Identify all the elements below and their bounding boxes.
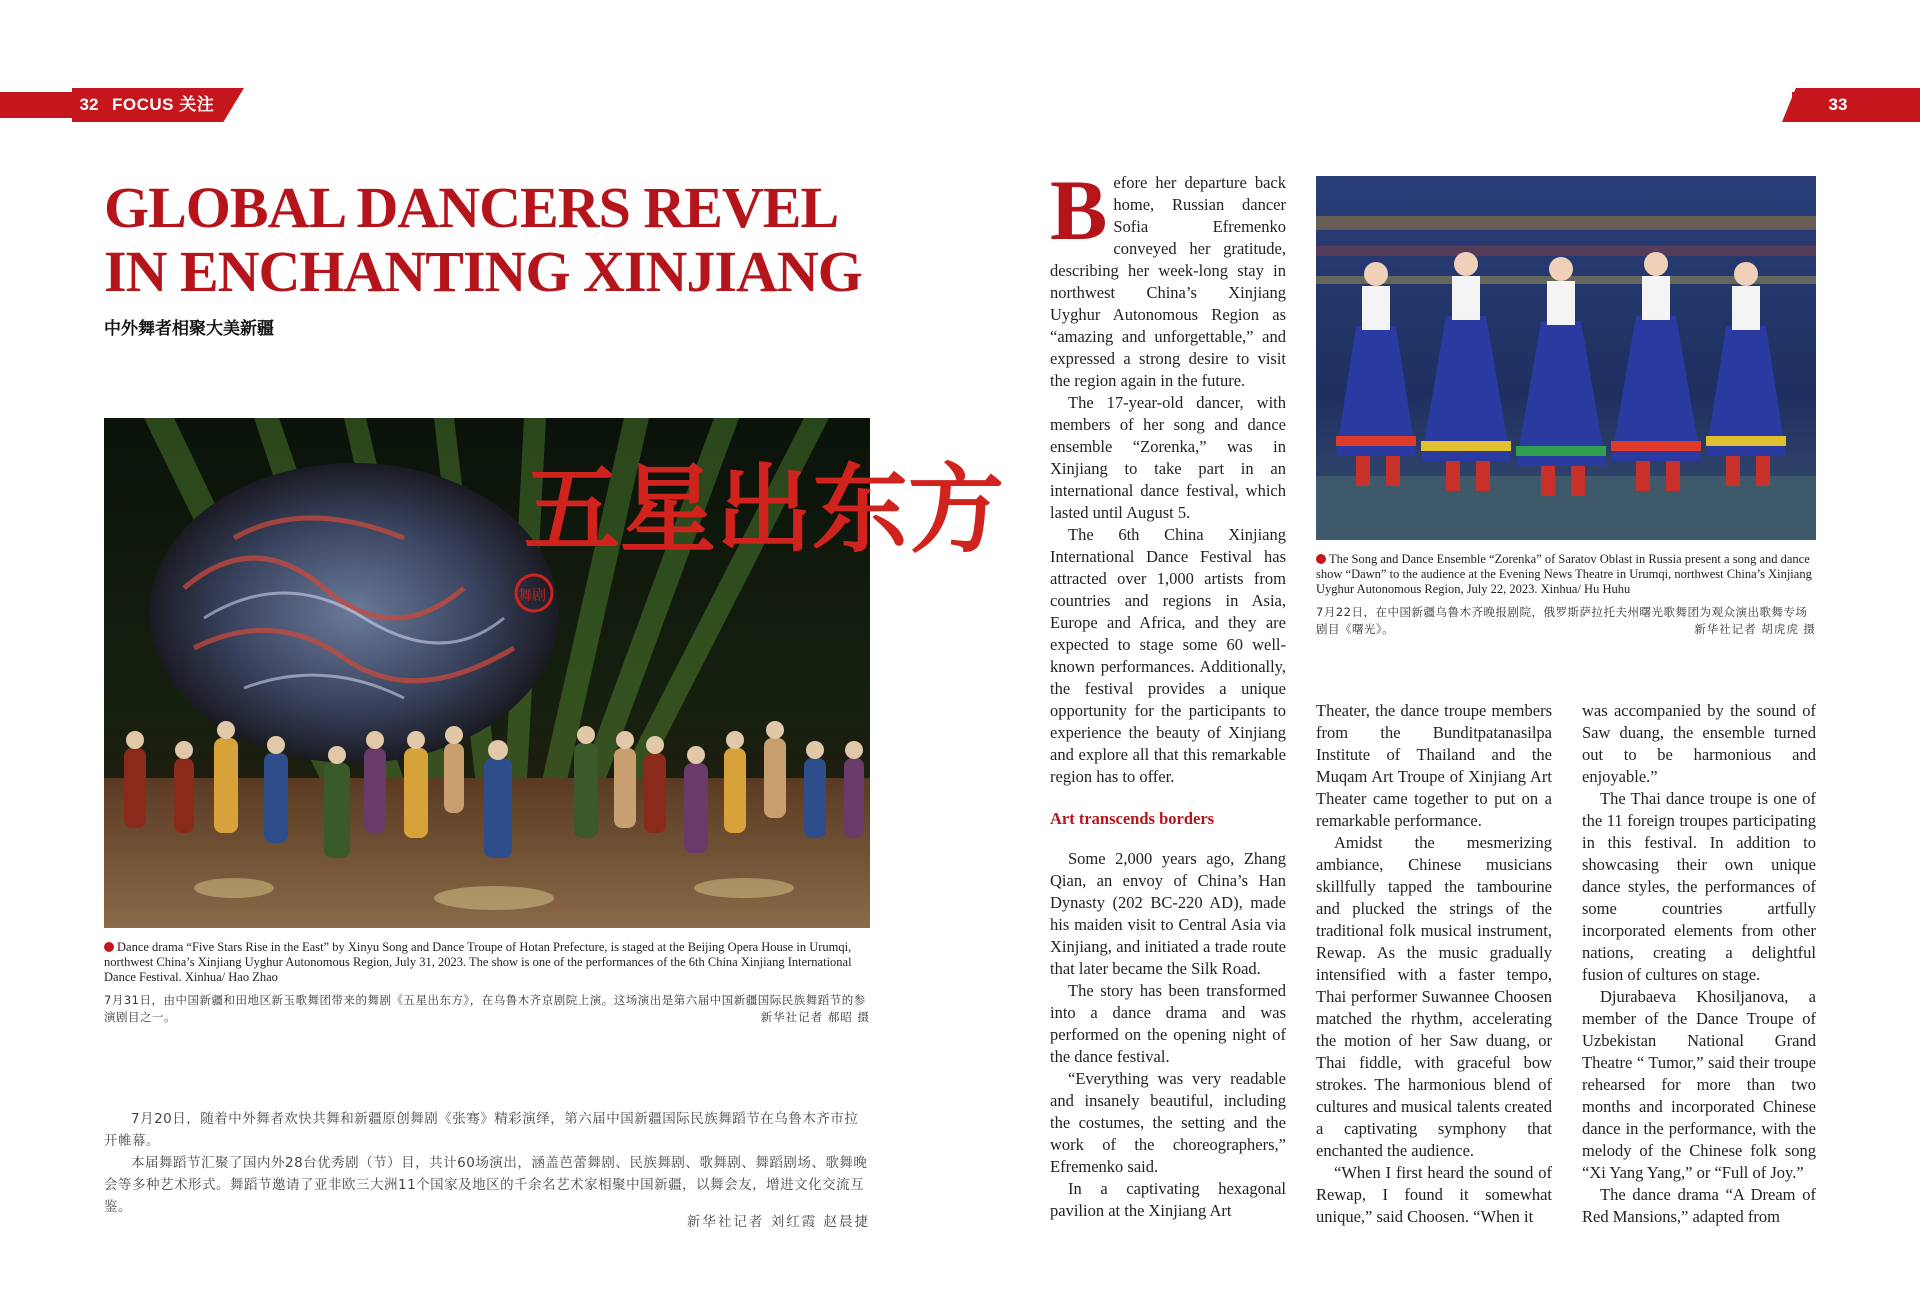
- body-para-4: Some 2,000 years ago, Zhang Qian, an envoy of China’s Han Dynasty (202 BC-220 AD), made his maiden visit to Central Asia via Xinjiang, and initiated a trade route that later became the Silk Road.: [1050, 849, 1286, 978]
- body-para-5: The story has been transformed into a dance drama and was performed on the opening night of the dance festival.: [1050, 981, 1286, 1066]
- article-column-3: [1582, 700, 1816, 1228]
- zorenka-ensemble-illustration: [1316, 176, 1816, 540]
- body-para-7: In a captivating hexagonal pavilion at the Xinjiang Art: [1050, 1179, 1286, 1220]
- cn-summary: [104, 1108, 870, 1218]
- col2-para-3: “When I first heard the sound of Rewap, I found it somewhat unique,” said Choosen. “When it: [1316, 1163, 1552, 1226]
- cn-summary-para1: 7月20日，随着中外舞者欢快共舞和新疆原创舞剧《张骞》精彩演绎，第六届中国新疆国际民族舞蹈节在乌鲁木齐市拉开帷幕。: [104, 1111, 859, 1149]
- body-para-1: efore her departure back home, Russian dancer Sofia Efremenko conveyed her gratitude, describing her week-long stay in northwest China’s Xinjiang Uyghur Autonomous Region as “amazing and unforgettable,” and expressed a strong desire to visit the region again in the future.: [1050, 173, 1286, 390]
- cn-summary-credit: 新华社记者 刘红霞 赵晨捷: [686, 1214, 870, 1230]
- article-column-1: [1050, 162, 1286, 1222]
- poster-calligraphy: 五星出东方: [524, 453, 1004, 566]
- body-para-3: The 6th China Xinjiang International Dance Festival has attracted over 1,000 artists from countries and regions in Asia, Europe and Africa, and they are expected to stage some 60 well-known performances. Additionally, the festival provides a unique opportunity for the participants to experience the beauty of Xinjiang and explore all that this remarkable region has to offer.: [1050, 525, 1286, 786]
- cn-summary-para2: 本届舞蹈节汇聚了国内外28台优秀剧（节）目，共计60场演出，涵盖芭蕾舞剧、民族舞剧、歌舞剧、舞蹈剧场、歌舞晚会等多种艺术形式。舞蹈节邀请了亚非欧三大洲11个国家及地区的千余名艺术家相聚中国新疆，以舞会友，增进文化交流互鉴。: [104, 1155, 868, 1215]
- body-para-2: The 17-year-old dancer, with members of her song and dance ensemble “Zorenka,” was in Xinjiang to take part in an international dance festival, which lasted until August 5.: [1050, 393, 1286, 522]
- col3-para-2: The Thai dance troupe is one of the 11 foreign troupes participating in this festival. In addition to showcasing their own unique dance styles, the performances of some countries artfully incorporated elements from other nations, creating a delightful fusion of cultures on stage.: [1582, 789, 1816, 984]
- page-number-left: 32: [79, 95, 99, 114]
- stage-performance-illustration: [104, 418, 1004, 928]
- camera-icon: [104, 942, 114, 952]
- body-para-6: “Everything was very readable and insanely beautiful, including the costumes, the setting and the work of the choreographers,” Efremenko said.: [1050, 1069, 1286, 1176]
- photo2-caption-cn: 7月22日，在中国新疆乌鲁木齐晚报剧院，俄罗斯萨拉托夫州曙光歌舞团为观众演出歌舞专场剧目《曙光》。: [1316, 605, 1808, 636]
- photo2-credit-cn: 新华社记者 胡虎虎 摄: [1694, 622, 1816, 636]
- zorenka-ensemble-photo: [1316, 176, 1816, 540]
- article-title: GLOBAL DANCERS REVEL IN ENCHANTING XINJIANG: [104, 175, 862, 304]
- stage-performance-photo: [104, 418, 1004, 928]
- section-label: FOCUS 关注: [112, 95, 215, 114]
- section-heading: Art transcends borders: [1050, 809, 1215, 828]
- col2-para-1: Theater, the dance troupe members from the Bunditpatanasilpa Institute of Thailand and the Muqam Art Troupe of Xinjiang Art Theater came together to put on a remarkable performance.: [1316, 701, 1552, 830]
- article-subtitle-cn: 中外舞者相聚大美新疆: [104, 319, 274, 339]
- col2-para-2: Amidst the mesmerizing ambiance, Chinese musicians skillfully tapped the tambourine and plucked the strings of the traditional folk musical instrument, Rewap. As the music gradually intensified with a faster tempo, Thai performer Suwannee Choosen matched the rhythm, accelerating the motion of her Saw duang, or Thai fiddle, with graceful bow strokes. The harmonious blend of cultures and musical talents created a captivating symphony that enchanted the audience.: [1316, 833, 1552, 1160]
- col3-para-3: Djurabaeva Khosiljanova, a member of the Dance Troupe of Uzbekistan National Grand Theatre “ Tumor,” said their troupe rehearsed for more than two months and incorporated Chinese dance in the performance, with the melody of the Chinese folk song “Xi Yang Yang,” or “Full of Joy.”: [1582, 987, 1816, 1182]
- photo1-caption-cn: 7月31日，由中国新疆和田地区新玉歌舞团带来的舞剧《五星出东方》，在乌鲁木齐京剧院上演。这场演出是第六届中国新疆国际民族舞蹈节的参演剧目之一。: [104, 993, 866, 1024]
- photo1-caption-en: Dance drama “Five Stars Rise in the East” by Xinyu Song and Dance Troupe of Hotan Prefecture, is staged at the Beijing Opera House in Urumqi, northwest China’s Xinjiang Uyghur Autonomous Region, July 31, 2023. The show is one of the performances of the 6th China Xinjiang International Dance Festival. Xinhua/ Hao Zhao: [104, 940, 852, 984]
- camera-icon: [1316, 554, 1326, 564]
- poster-seal: 舞剧: [518, 588, 546, 604]
- page-number-right: 33: [1828, 95, 1848, 114]
- col3-para-1: was accompanied by the sound of Saw duang, the ensemble turned out to be harmonious and enjoyable.”: [1582, 701, 1816, 786]
- drop-cap: B: [1050, 162, 1108, 258]
- photo2-caption-en: The Song and Dance Ensemble “Zorenka” of Saratov Oblast in Russia present a song and dance show “Dawn” to the audience at the Evening News Theatre in Urumqi, northwest China’s Xinjiang Uyghur Autonomous Region, July 22, 2023. Xinhua/ Hu Huhu: [1316, 552, 1812, 596]
- photo1-credit-cn: 新华社记者 郝昭 摄: [760, 1010, 870, 1024]
- article-column-2: [1316, 700, 1552, 1228]
- col3-para-4: The dance drama “A Dream of Red Mansions,” adapted from: [1582, 1185, 1816, 1226]
